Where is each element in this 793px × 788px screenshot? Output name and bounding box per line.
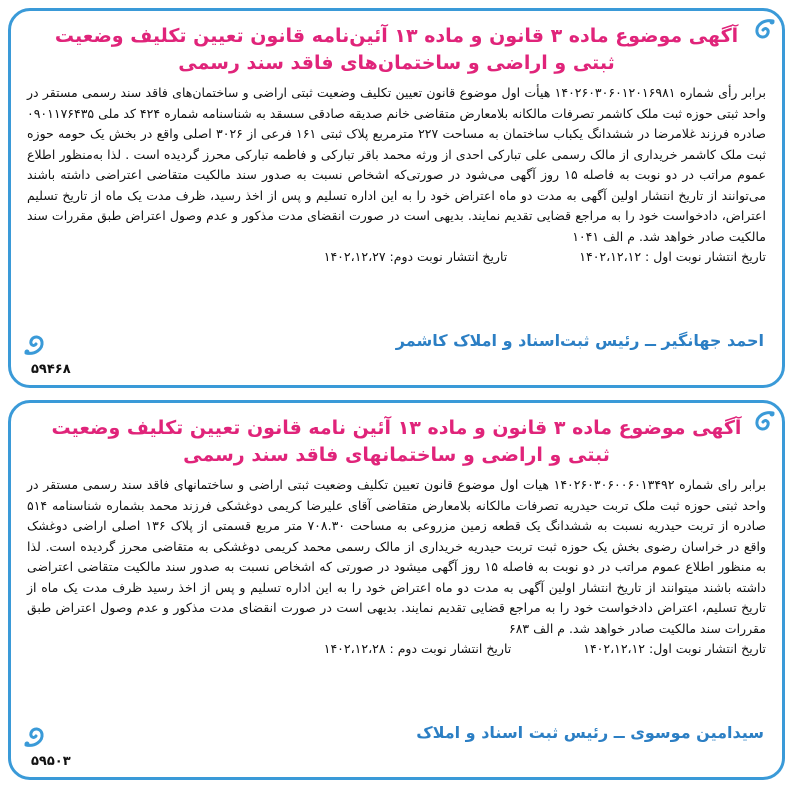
signature-row — [25, 327, 768, 377]
first-publication-date: تاریخ انتشار نوبت اول: ۱۴۰۲،۱۲،۱۲ — [583, 641, 766, 656]
second-publication-date: تاریخ انتشار نوبت دوم: ۱۴۰۲،۱۲،۲۷ — [323, 249, 508, 264]
signature: احمد جهانگیر ــ رئیس ثبت‌اسناد و املاک کاشمر — [395, 331, 764, 350]
publication-dates — [27, 247, 766, 267]
swirl-ornament-icon — [750, 409, 776, 435]
publication-dates — [27, 639, 766, 659]
notice-title: آگهی موضوع ماده ۳ قانون و ماده ۱۳ آئین نامه قانون تعیین تکلیف وضعیت ثبتی و اراضی و ساختمانهای فاقد سند رسمی — [51, 417, 742, 466]
notice-code: ۵۹۴۶۸ — [31, 362, 71, 377]
notice-code: ۵۹۵۰۳ — [31, 754, 71, 769]
notice-card-2 — [8, 400, 785, 780]
swirl-ornament-icon — [23, 723, 49, 749]
swirl-ornament-icon — [750, 17, 776, 43]
notice-title: آگهی موضوع ماده ۳ قانون و ماده ۱۳ آئین‌نامه قانون تعیین تکلیف وضعیت ثبتی و اراضی و ساختمان‌های فاقد سند رسمی — [54, 25, 739, 74]
notice-body: برابر رأی شماره ۱۴۰۲۶۰۳۰۶۰۱۲۰۱۶۹۸۱ هیأت اول موضوع قانون تعیین تکلیف وضعیت ثبتی اراضی و ساختمان‌های فاقد سند رسمی مستقر در واحد ثبتی حوزه ثبت ملک کاشمر تصرفات مالکانه بلامعارض متقاضی خانم صدیقه صادقی سسقد به شناسنامه شماره ۴۲۴ کد ملی ۰۹۰۱۱۷۶۴۳۵ صادره فرزند غلامرضا در ششدانگ یکباب ساختمان به مساحت ۲۲۷ مترمربع پلاک ثبتی ۱۶۱ فرعی از ۳۰۲۶ اصلی واقع در بخش یک حومه حوزه ثبت ملک کاشمر خریداری از مالک رسمی علی تبارکی احدی از ورثه محمد باقر تبارکی و فاطمه تبارکی محرز گردیده است . لذا به‌منظور اطلاع عموم مراتب در دو نوبت به فاصله ۱۵ روز آگهی می‌شود در صورتی‌که اشخاص نسبت به صدور سند مالکیت متقاضی اعتراضی داشته باشند می‌توانند از تاریخ انتشار اولین آگهی به مدت دو ماه اعتراض خود را به این اداره تسلیم و پس از اخذ رسید، ظرف مدت یک ماه از تاریخ تسلیم اعتراض، دادخواست خود را به مراجع قضایی تقدیم نمایند. بدیهی است در صورت انقضای مدت مذکور و عدم وصول اعتراض طبق مقررات سند مالکیت صادر خواهد شد. م الف ۱۰۴۱ — [27, 85, 766, 244]
notice-body: برابر رای شماره ۱۴۰۲۶۰۳۰۶۰۰۶۰۱۳۴۹۲ هیات اول موضوع قانون تعیین تکلیف وضعیت ثبتی اراضی و ساختمانهای فاقد سند رسمی مستقر در واحد ثبتی حوزه ثبت ملک تربت حیدریه تصرفات مالکانه بلامعارض متقاضی آقای علیرضا کریمی دوغشکی فرزند محمد بشماره شناسنامه ۵۱۴ صادره از تربت حیدریه نسبت به ششدانگ یک قطعه زمین مزروعی به مساحت ۷۰۸.۳۰ متر مربع قسمتی از پلاک ۱۳۶ اصلی اراضی دوغشک واقع در خراسان رضوی بخش یک حوزه ثبت تربت حیدریه خریداری از مالک رسمی محمد کریمی دوغشکی به متقاضی محرز گردیده است. لذا به منظور اطلاع عموم مراتب در دو نوبت به فاصله ۱۵ روز آگهی میشود در صورتی که اشخاص نسبت به صدور سند مالکیت متقاضی اعتراضی داشته باشند میتوانند از تاریخ انتشار اولین آگهی به مدت دو ماه اعتراض خود را به این اداره تسلیم و پس از اخذ رسید ظرف مدت یک ماه از تاریخ تسلیم، اعتراض دادخواست خود را به مراجع قضایی تقدیم نمایند. بدیهی است در صورت انقضای مدت مذکور و عدم وصول اعتراض طبق مقررات سند مالکیت صادر خواهد شد. م الف ۶۸۳ — [27, 477, 767, 636]
swirl-ornament-icon — [23, 331, 49, 357]
signature-row — [25, 719, 768, 769]
first-publication-date: تاریخ انتشار نوبت اول : ۱۴۰۲،۱۲،۱۲ — [579, 249, 766, 264]
notice-card-1 — [8, 8, 785, 388]
signature: سیدامین موسوی ــ رئیس ثبت اسناد و املاک — [416, 723, 764, 742]
second-publication-date: تاریخ انتشار نوبت دوم : ۱۴۰۲،۱۲،۲۸ — [323, 641, 512, 656]
